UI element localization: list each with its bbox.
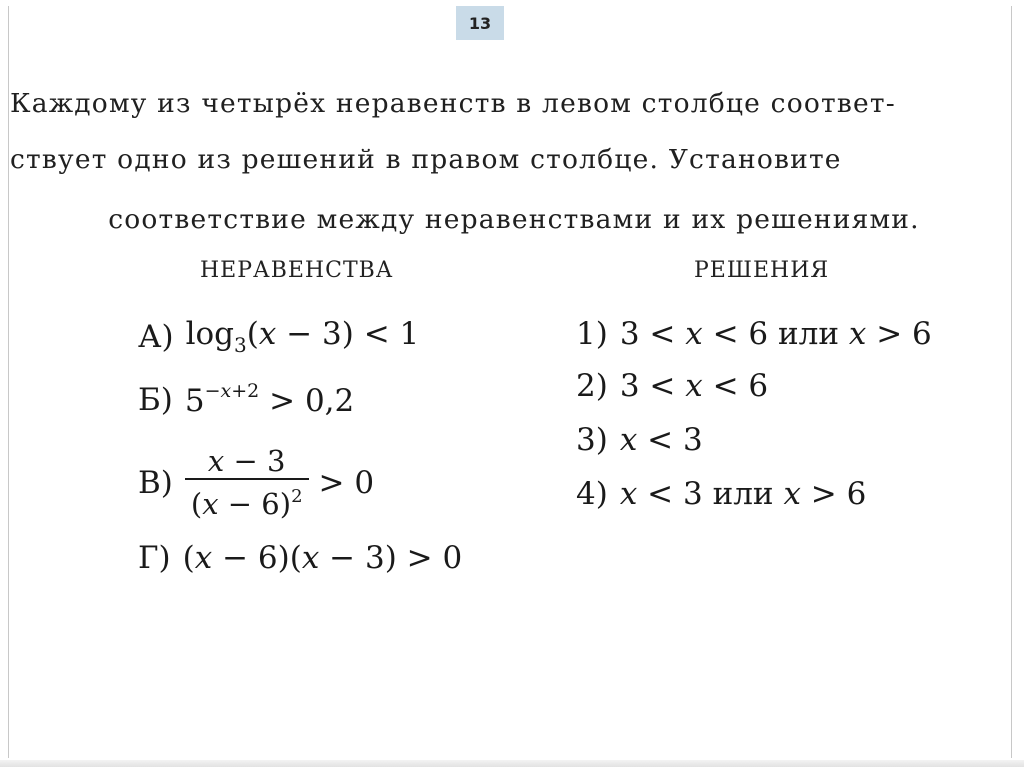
- inequality-d: [138, 540, 462, 576]
- inequality-label: Г): [138, 540, 171, 576]
- inequality-label: Б): [138, 381, 173, 418]
- solution-formula: x < 3 или x > 6: [619, 476, 867, 512]
- solution-2: [576, 368, 768, 404]
- inequality-rhs: > 0: [318, 464, 375, 501]
- solution-label: 2): [576, 368, 608, 404]
- slide-number-badge: [456, 6, 504, 40]
- fraction-denominator: $(x - 6)^2$: [185, 478, 309, 521]
- inequality-formula: $\log_3(x - 3) < 1$: [185, 316, 420, 357]
- solution-1: [576, 316, 932, 352]
- solutions-header: РЕШЕНИЯ: [694, 258, 830, 283]
- slide-number: 13: [468, 13, 492, 33]
- inequality-label: В): [138, 464, 173, 501]
- fraction-numerator: x − 3: [207, 444, 286, 478]
- solution-4: [576, 476, 866, 512]
- slide-bottom-edge: [0, 760, 1024, 767]
- solution-formula: x < 3: [619, 422, 703, 458]
- inequality-formula: (x − 6)(x − 3) > 0: [182, 540, 463, 576]
- inequality-b: [138, 380, 354, 419]
- task-statement: [10, 80, 1018, 252]
- inequality-formula: $5^{-x+2} > 0,2$: [184, 380, 355, 419]
- task-statement-line: ствует одно из решений в правом столбце. Установите: [10, 144, 842, 175]
- inequality-a: [138, 316, 419, 357]
- fraction: [185, 444, 309, 521]
- solution-label: 3): [576, 422, 608, 458]
- task-statement-line: Каждому из четырёх неравенств в левом столбце соответ-: [10, 88, 896, 119]
- inequality-c: [138, 444, 374, 521]
- task-statement-line: соответствие между неравенствами и их решениями.: [108, 204, 920, 235]
- solution-formula: 3 < x < 6: [619, 368, 769, 404]
- solution-label: 1): [576, 316, 608, 352]
- solution-3: [576, 422, 703, 458]
- inequality-label: А): [138, 318, 174, 355]
- solution-label: 4): [576, 476, 608, 512]
- inequalities-header: НЕРАВЕНСТВА: [200, 258, 394, 283]
- solution-formula: 3 < x < 6 или x > 6: [619, 316, 932, 352]
